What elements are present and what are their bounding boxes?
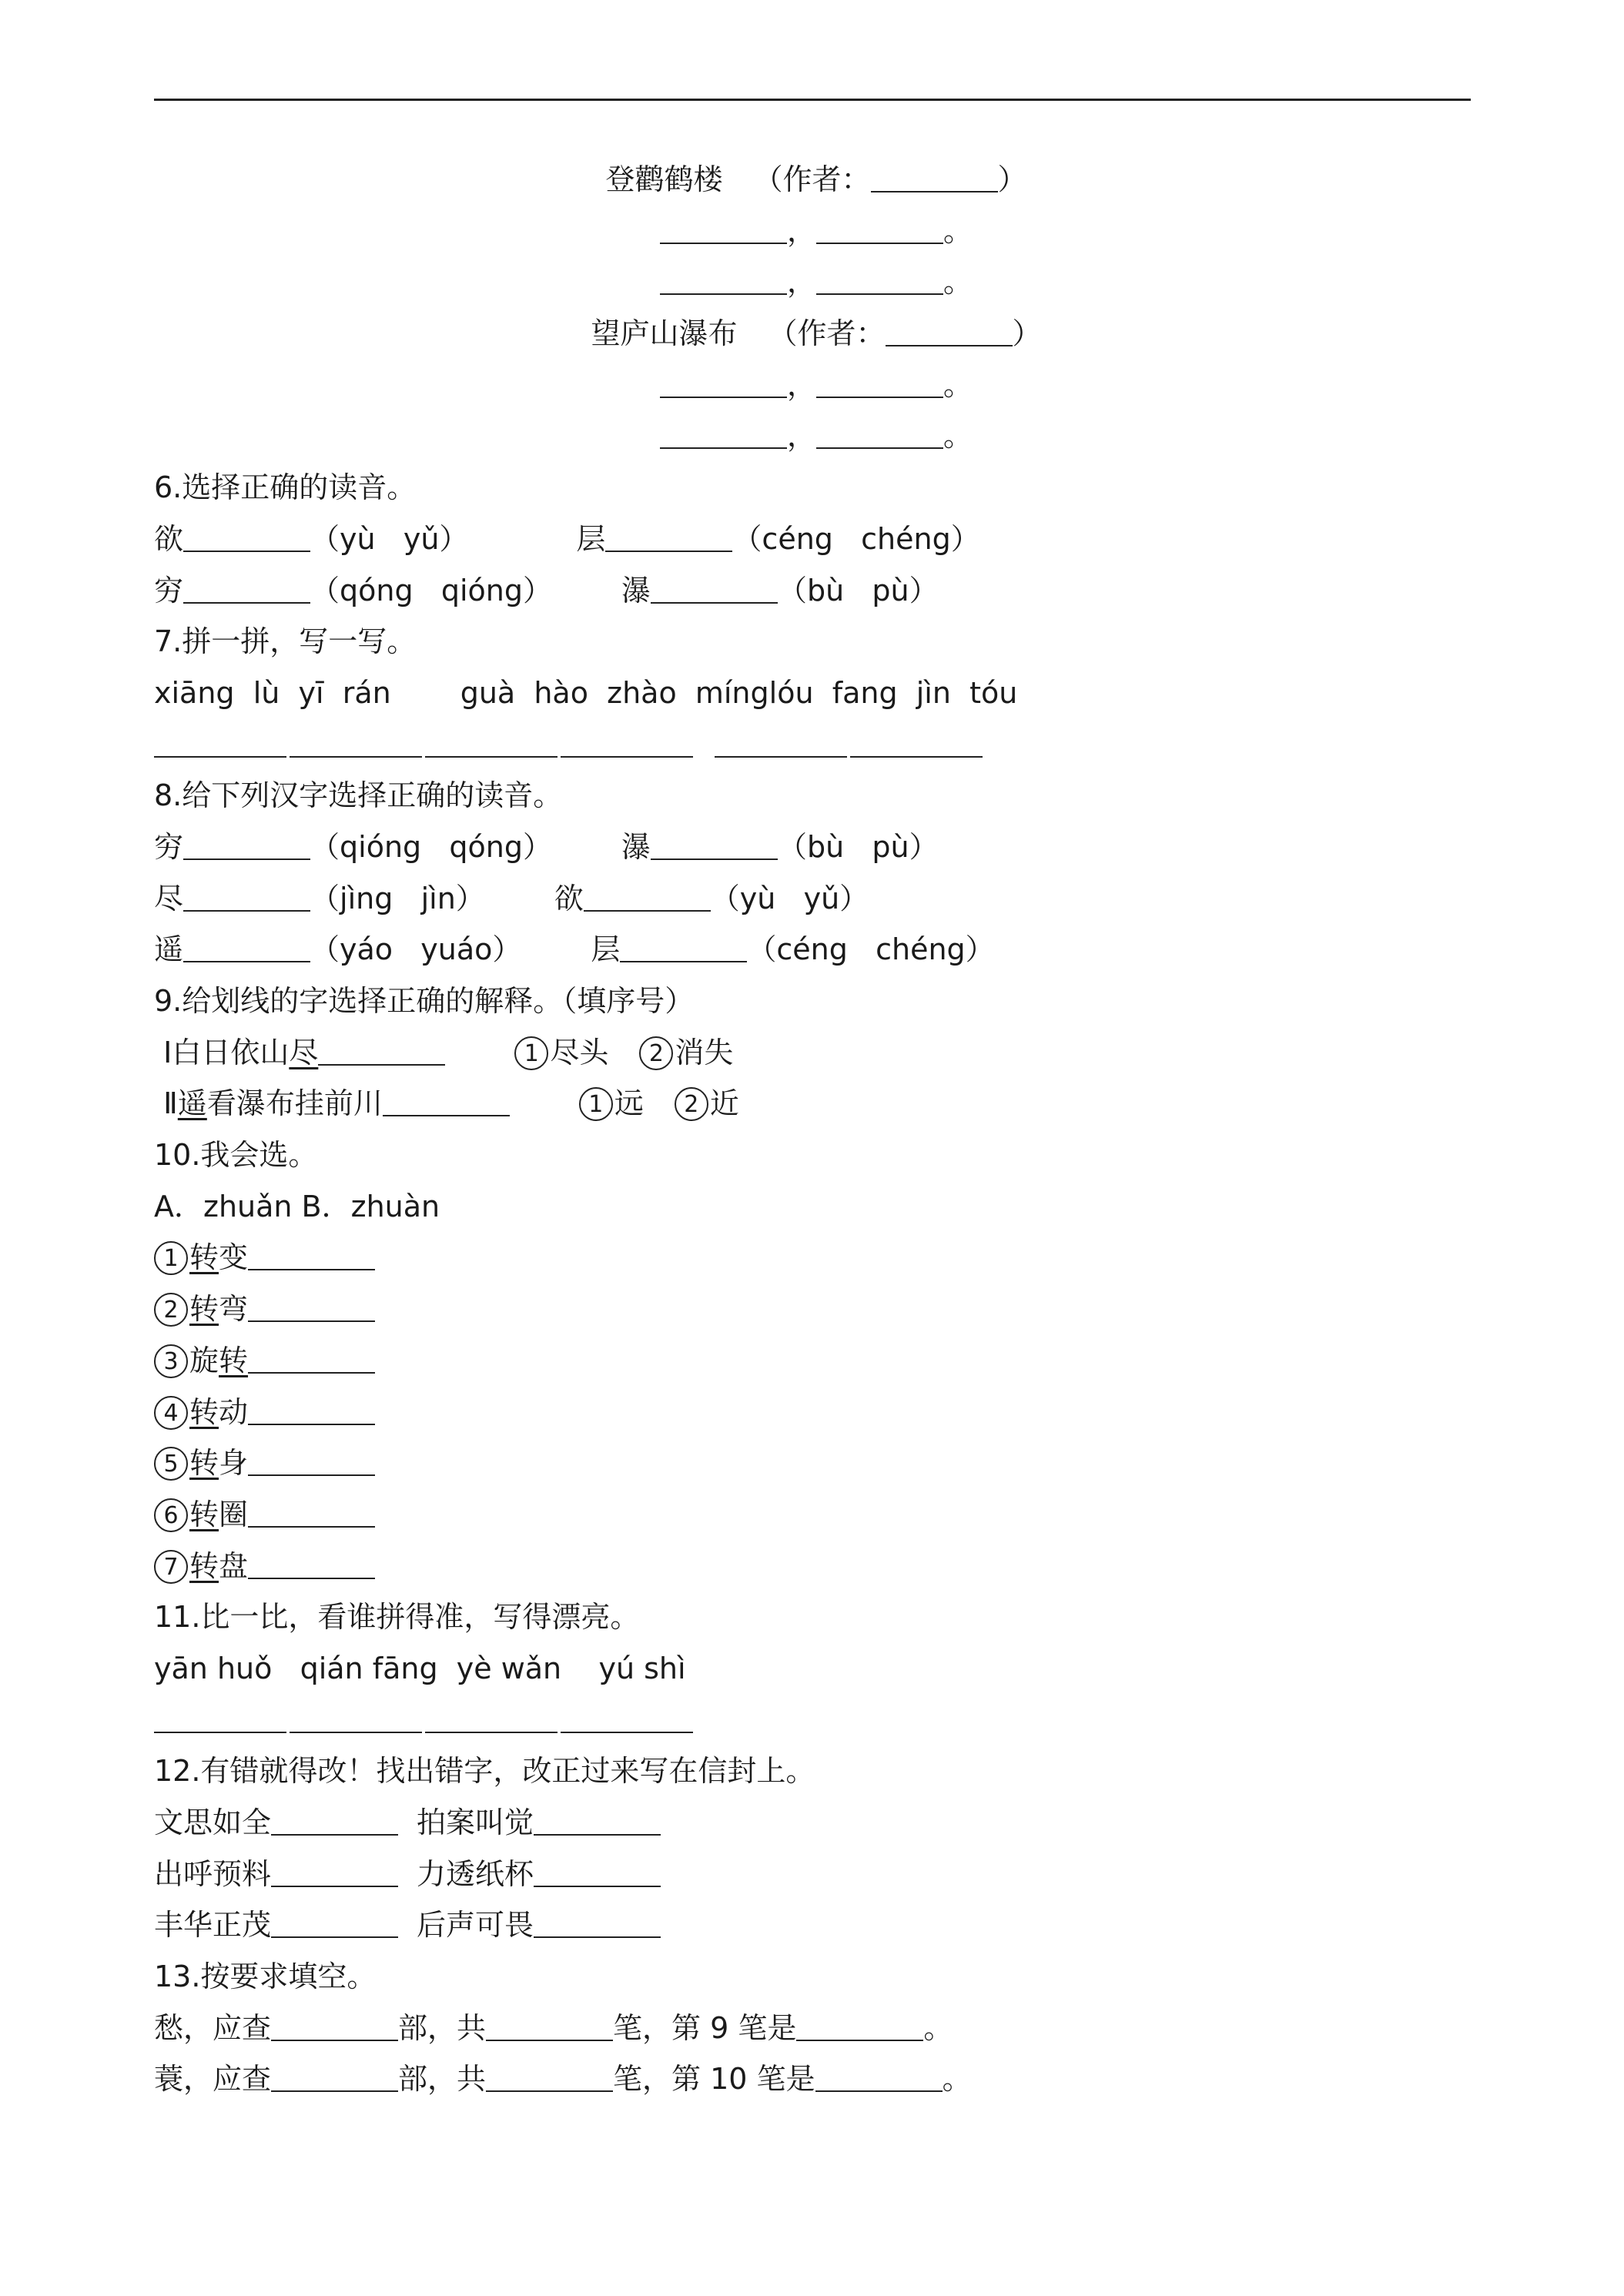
question-heading: 13.按要求填空。 (154, 1960, 377, 1994)
stroke-count-blank[interactable] (486, 2061, 613, 2092)
word-post: 身 (219, 1446, 249, 1481)
radical-blank[interactable] (271, 2061, 398, 2092)
author-label: （作者： (753, 162, 871, 196)
idiom: 出呼预料 (154, 1856, 272, 1891)
circle-number-icon: 4 (154, 1396, 188, 1430)
answer-blank[interactable] (651, 573, 778, 604)
answer-blank[interactable] (534, 1907, 661, 1938)
option-text: 消失 (675, 1035, 734, 1069)
option-text: 远 (614, 1086, 644, 1121)
worksheet (154, 154, 1478, 2105)
comma: ， (786, 213, 816, 248)
pinyin-word: guà hào zhào míng (460, 675, 769, 710)
circle-1-icon: 1 (579, 1087, 613, 1121)
answer-blank[interactable] (271, 1805, 398, 1836)
word-post: 弯 (219, 1292, 249, 1327)
poem-blank[interactable] (660, 367, 787, 398)
answer-blank[interactable] (248, 1394, 375, 1425)
pronunciation-row (154, 514, 1478, 565)
question-heading: 12.有错就得改！找出错字，改正过来写在信封上。 (154, 1754, 815, 1789)
phrase: 白日依山 (172, 1035, 290, 1069)
underlined-char: 转 (189, 1292, 219, 1327)
options: （qóng qióng） (310, 573, 552, 607)
stroke-blank[interactable] (815, 2061, 943, 2092)
poem-line (154, 256, 1478, 308)
question-heading: 6.选择正确的读音。 (154, 470, 417, 505)
answer-blank[interactable] (248, 1548, 375, 1579)
poem-line (154, 410, 1478, 462)
char: 层 (576, 521, 606, 556)
answer-blank[interactable] (183, 521, 310, 552)
writing-blank[interactable] (154, 1702, 286, 1733)
writing-blank[interactable] (561, 727, 693, 758)
poem-blank[interactable] (816, 264, 943, 295)
answer-blank[interactable] (318, 1035, 445, 1066)
option-text: 近 (709, 1086, 739, 1121)
word-post: 动 (219, 1394, 249, 1429)
options: （céng chéng） (732, 521, 980, 556)
choice-row (154, 1387, 1478, 1438)
idiom: 丰华正茂 (154, 1908, 272, 1943)
circle-number-icon: 1 (154, 1241, 188, 1275)
poem-blank[interactable] (816, 213, 943, 244)
char: 蓑 (154, 2062, 184, 2097)
question-heading: 8.给下列汉字选择正确的读音。 (154, 778, 563, 813)
paren-close: ） (1012, 316, 1042, 351)
choice-row (154, 1541, 1478, 1592)
choice-row (154, 1438, 1478, 1489)
idiom: 力透纸杯 (417, 1856, 534, 1891)
writing-blank[interactable] (290, 1702, 422, 1733)
char: 层 (591, 932, 621, 967)
char: 瀑 (621, 573, 651, 607)
underlined-char: 转 (189, 1497, 219, 1531)
options-line: A．zhuǎn B．zhuàn (154, 1189, 440, 1223)
poem-title-line (154, 308, 1478, 360)
options: （jìng jìn） (310, 881, 485, 915)
writing-lines (154, 719, 1478, 771)
answer-blank[interactable] (605, 521, 732, 552)
author-label: （作者： (768, 316, 886, 351)
choice-row (154, 1489, 1478, 1541)
comma: ， (786, 367, 816, 402)
pronunciation-row (154, 822, 1478, 873)
pronunciation-row (154, 565, 1478, 617)
period: 。 (943, 213, 973, 248)
question-heading: 11.比一比，看谁拼得准，写得漂亮。 (154, 1600, 640, 1635)
answer-blank[interactable] (248, 1497, 375, 1528)
pinyin-row: yān huǒ qián fāng yè wǎn yú shì (154, 1651, 686, 1685)
circle-number-icon: 2 (154, 1293, 188, 1327)
question-heading: 10.我会选。 (154, 1138, 318, 1173)
answer-blank[interactable] (183, 881, 310, 912)
poem-line (154, 206, 1478, 257)
answer-blank[interactable] (248, 1445, 375, 1476)
choice-row (154, 1284, 1478, 1335)
poem-title-line (154, 154, 1478, 206)
poem-blank[interactable] (660, 213, 787, 244)
answer-blank[interactable] (584, 881, 711, 912)
word-post: 盘 (219, 1548, 249, 1583)
answer-blank[interactable] (183, 932, 310, 962)
options: （yù yǔ） (710, 881, 869, 915)
answer-blank[interactable] (248, 1343, 375, 1374)
pronunciation-row (154, 924, 1478, 976)
meaning-row (154, 1027, 1478, 1079)
answer-blank[interactable] (534, 1805, 661, 1836)
underlined-char: 转 (189, 1240, 219, 1275)
text: 笔，第 10 笔是 (613, 2062, 815, 2097)
underlined-char: 遥 (177, 1086, 207, 1121)
circle-number-icon: 7 (154, 1550, 188, 1584)
answer-blank[interactable] (183, 829, 310, 860)
question-heading: 7.拼一拼，写一写。 (154, 624, 417, 659)
radical-blank[interactable] (271, 2010, 398, 2041)
writing-blank[interactable] (154, 727, 286, 758)
period: 。 (943, 419, 973, 454)
meaning-row (154, 1078, 1478, 1130)
answer-blank[interactable] (383, 1086, 510, 1116)
correction-row (154, 1849, 1478, 1900)
circle-number-icon: 3 (154, 1344, 188, 1378)
roman-numeral: Ⅰ (163, 1035, 172, 1069)
period: 。 (943, 265, 973, 300)
answer-blank[interactable] (248, 1291, 375, 1322)
period: 。 (923, 2010, 953, 2045)
roman-numeral: Ⅱ (163, 1086, 178, 1121)
option-text: 尽头 (550, 1035, 609, 1069)
pinyin-word: lóu fang jìn tóu (768, 675, 1018, 710)
text: ，应查 (183, 2010, 272, 2045)
writing-blank[interactable] (290, 727, 422, 758)
underlined-char: 转 (189, 1394, 219, 1429)
choice-row (154, 1232, 1478, 1284)
char: 尽 (154, 881, 184, 915)
author-blank[interactable] (871, 162, 998, 192)
char: 瀑 (621, 829, 651, 864)
answer-blank[interactable] (271, 1856, 398, 1887)
text: 部，共 (398, 2062, 487, 2097)
idiom: 后声可畏 (417, 1908, 534, 1943)
word-post: 圈 (219, 1497, 249, 1531)
answer-blank[interactable] (534, 1856, 661, 1887)
author-blank[interactable] (886, 316, 1013, 346)
options: （bù pù） (777, 829, 939, 864)
char: 遥 (154, 932, 184, 967)
correction-row (154, 1899, 1478, 1951)
writing-blank[interactable] (425, 727, 558, 758)
period: 。 (943, 367, 973, 402)
stroke-count-blank[interactable] (486, 2010, 613, 2041)
poem-blank[interactable] (660, 264, 787, 295)
word-post: 变 (219, 1240, 249, 1275)
comma: ， (786, 419, 816, 454)
stroke-row (154, 2003, 1478, 2054)
circle-number-icon: 6 (154, 1498, 188, 1532)
text: ，应查 (183, 2062, 272, 2097)
poem-blank[interactable] (816, 367, 943, 398)
phrase: 看瀑布挂前川 (206, 1086, 383, 1121)
circle-1-icon: 1 (514, 1036, 548, 1070)
poem-blank[interactable] (660, 418, 787, 449)
char: 欲 (154, 521, 184, 556)
question-heading: 9.给划线的字选择正确的解释。（填序号） (154, 984, 695, 1018)
idiom: 文思如全 (154, 1806, 272, 1839)
circle-2-icon: 2 (639, 1036, 673, 1070)
char: 欲 (554, 881, 584, 915)
header-rule (154, 99, 1471, 101)
poem-blank[interactable] (816, 418, 943, 449)
underlined-char: 转 (219, 1343, 249, 1377)
char: 愁 (154, 2010, 184, 2045)
word-pre: 旋 (189, 1343, 219, 1377)
poem-title: 登鹳鹤楼 (605, 162, 723, 196)
answer-blank[interactable] (271, 1907, 398, 1938)
underlined-char: 转 (189, 1446, 219, 1481)
writing-blank[interactable] (425, 1702, 558, 1733)
writing-blank[interactable] (715, 727, 847, 758)
circle-number-icon: 5 (154, 1447, 188, 1481)
options: （qióng qóng） (310, 829, 552, 864)
pinyin-word: xiāng lù yī rán (154, 675, 391, 710)
idiom: 拍案叫觉 (417, 1806, 534, 1839)
stroke-blank[interactable] (796, 2010, 923, 2041)
underlined-char: 尽 (289, 1035, 319, 1069)
answer-blank[interactable] (183, 573, 310, 604)
options: （bù pù） (777, 573, 939, 607)
pronunciation-row (154, 873, 1478, 925)
options: （céng chéng） (747, 932, 995, 967)
choice-row (154, 1335, 1478, 1387)
circle-2-icon: 2 (675, 1087, 708, 1121)
period: 。 (942, 2062, 972, 2097)
poem-line (154, 360, 1478, 411)
answer-blank[interactable] (651, 829, 778, 860)
writing-lines (154, 1695, 1478, 1746)
char: 穷 (154, 829, 184, 864)
paren-close: ） (997, 162, 1027, 196)
pinyin-row (154, 668, 1478, 719)
answer-blank[interactable] (248, 1240, 375, 1270)
options: （yáo yuáo） (310, 932, 522, 967)
text: 笔，第 9 笔是 (613, 2010, 797, 2045)
text: 部，共 (398, 2010, 487, 2045)
poem-title: 望庐山瀑布 (591, 316, 738, 351)
correction-row (154, 1797, 1478, 1849)
writing-blank[interactable] (850, 727, 983, 758)
comma: ， (786, 265, 816, 300)
writing-blank[interactable] (561, 1702, 693, 1733)
answer-blank[interactable] (620, 932, 747, 962)
stroke-row (154, 2053, 1478, 2105)
options: （yù yǔ） (310, 521, 469, 556)
char: 穷 (154, 573, 184, 607)
underlined-char: 转 (189, 1548, 219, 1583)
